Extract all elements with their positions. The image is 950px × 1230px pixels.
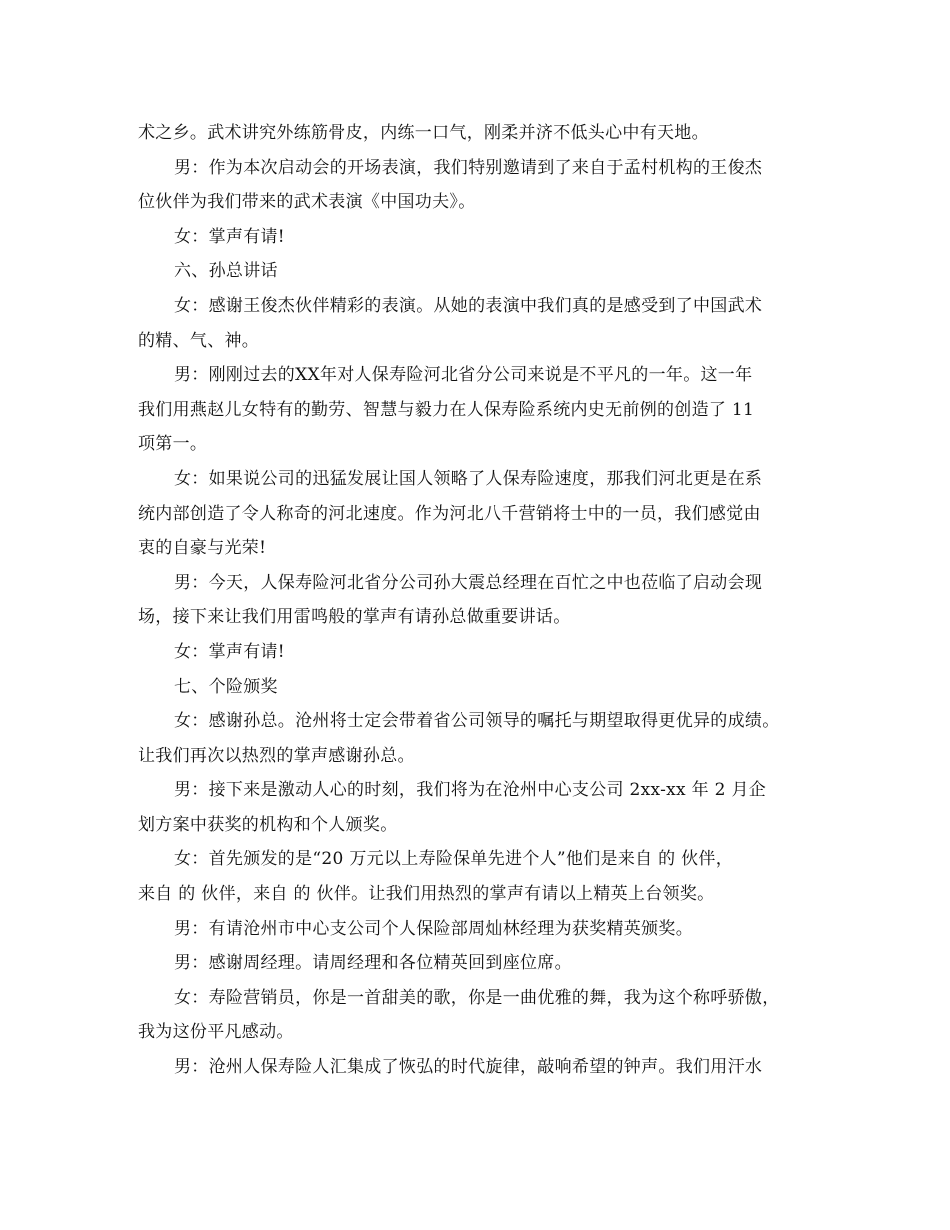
text-line: 女：寿险营销员，你是一首甜美的歌，你是一曲优雅的舞，我为这个称呼骄傲， bbox=[174, 987, 780, 1008]
text-line: 七、个险颁奖 bbox=[174, 676, 278, 697]
text-line: 男：有请沧州市中心支公司个人保险部周灿林经理为获奖精英颁奖。 bbox=[174, 918, 693, 939]
text-line: 男：作为本次启动会的开场表演，我们特别邀请到了来自于孟村机构的王俊杰 bbox=[174, 157, 763, 178]
text-line: 衷的自豪与光荣! bbox=[138, 538, 267, 559]
text-line: 划方案中获奖的机构和个人颁奖。 bbox=[138, 814, 398, 835]
text-line: 术之乡。武术讲究外练筋骨皮，内练一口气，刚柔并济不低头心中有天地。 bbox=[138, 123, 709, 143]
text-line: 女：如果说公司的迅猛发展让国人领略了人保寿险速度，那我们河北更是在系 bbox=[174, 468, 763, 489]
text-line: 男：刚刚过去的XX年对人保寿险河北省分公司来说是不平凡的一年。这一年 bbox=[174, 365, 753, 386]
text-line: 统内部创造了令人称奇的河北速度。作为河北八千营销将士中的一员，我们感觉由 bbox=[138, 503, 761, 524]
text-line: 男：沧州人保寿险人汇集成了恢弘的时代旋律，敲响希望的钟声。我们用汗水 bbox=[174, 1057, 763, 1078]
text-line: 男：感谢周经理。请周经理和各位精英回到座位席。 bbox=[174, 953, 572, 974]
text-line: 来自 的 伙伴，来自 的 伙伴。让我们用热烈的掌声有请以上精英上台领奖。 bbox=[138, 884, 715, 905]
text-line: 的精、气、神。 bbox=[138, 330, 260, 351]
text-line: 我为这份平凡感动。 bbox=[138, 1022, 294, 1043]
text-line: 六、孙总讲话 bbox=[174, 261, 278, 282]
text-line: 男：接下来是激动人心的时刻，我们将为在沧州中心支公司 2xx-xx 年 2 月企 bbox=[174, 780, 767, 801]
text-line: 场，接下来让我们用雷鸣般的掌声有请孙总做重要讲话。 bbox=[138, 607, 571, 628]
text-line: 项第一。 bbox=[138, 434, 208, 455]
text-line: 女：感谢王俊杰伙伴精彩的表演。从她的表演中我们真的是感受到了中国武术 bbox=[174, 295, 763, 316]
text-line: 男：今天，人保寿险河北省分公司孙大震总经理在百忙之中也莅临了启动会现 bbox=[174, 572, 763, 593]
text-line: 位伙伴为我们带来的武术表演《中国功夫》。 bbox=[138, 192, 476, 213]
text-line: 女：感谢孙总。沧州将士定会带着省公司领导的嘱托与期望取得更优异的成绩。 bbox=[174, 711, 780, 732]
text-line: 让我们再次以热烈的掌声感谢孙总。 bbox=[138, 745, 415, 766]
text-line: 我们用燕赵儿女特有的勤劳、智慧与毅力在人保寿险系统内史无前例的创造了 11 bbox=[138, 399, 755, 420]
text-line: 女：掌声有请! bbox=[174, 226, 285, 247]
document-body bbox=[138, 116, 838, 1085]
text-line: 女：掌声有请! bbox=[174, 641, 285, 662]
text-line: 女：首先颁发的是“20 万元以上寿险保单先进个人”他们是来自 的 伙伴， bbox=[174, 849, 734, 870]
